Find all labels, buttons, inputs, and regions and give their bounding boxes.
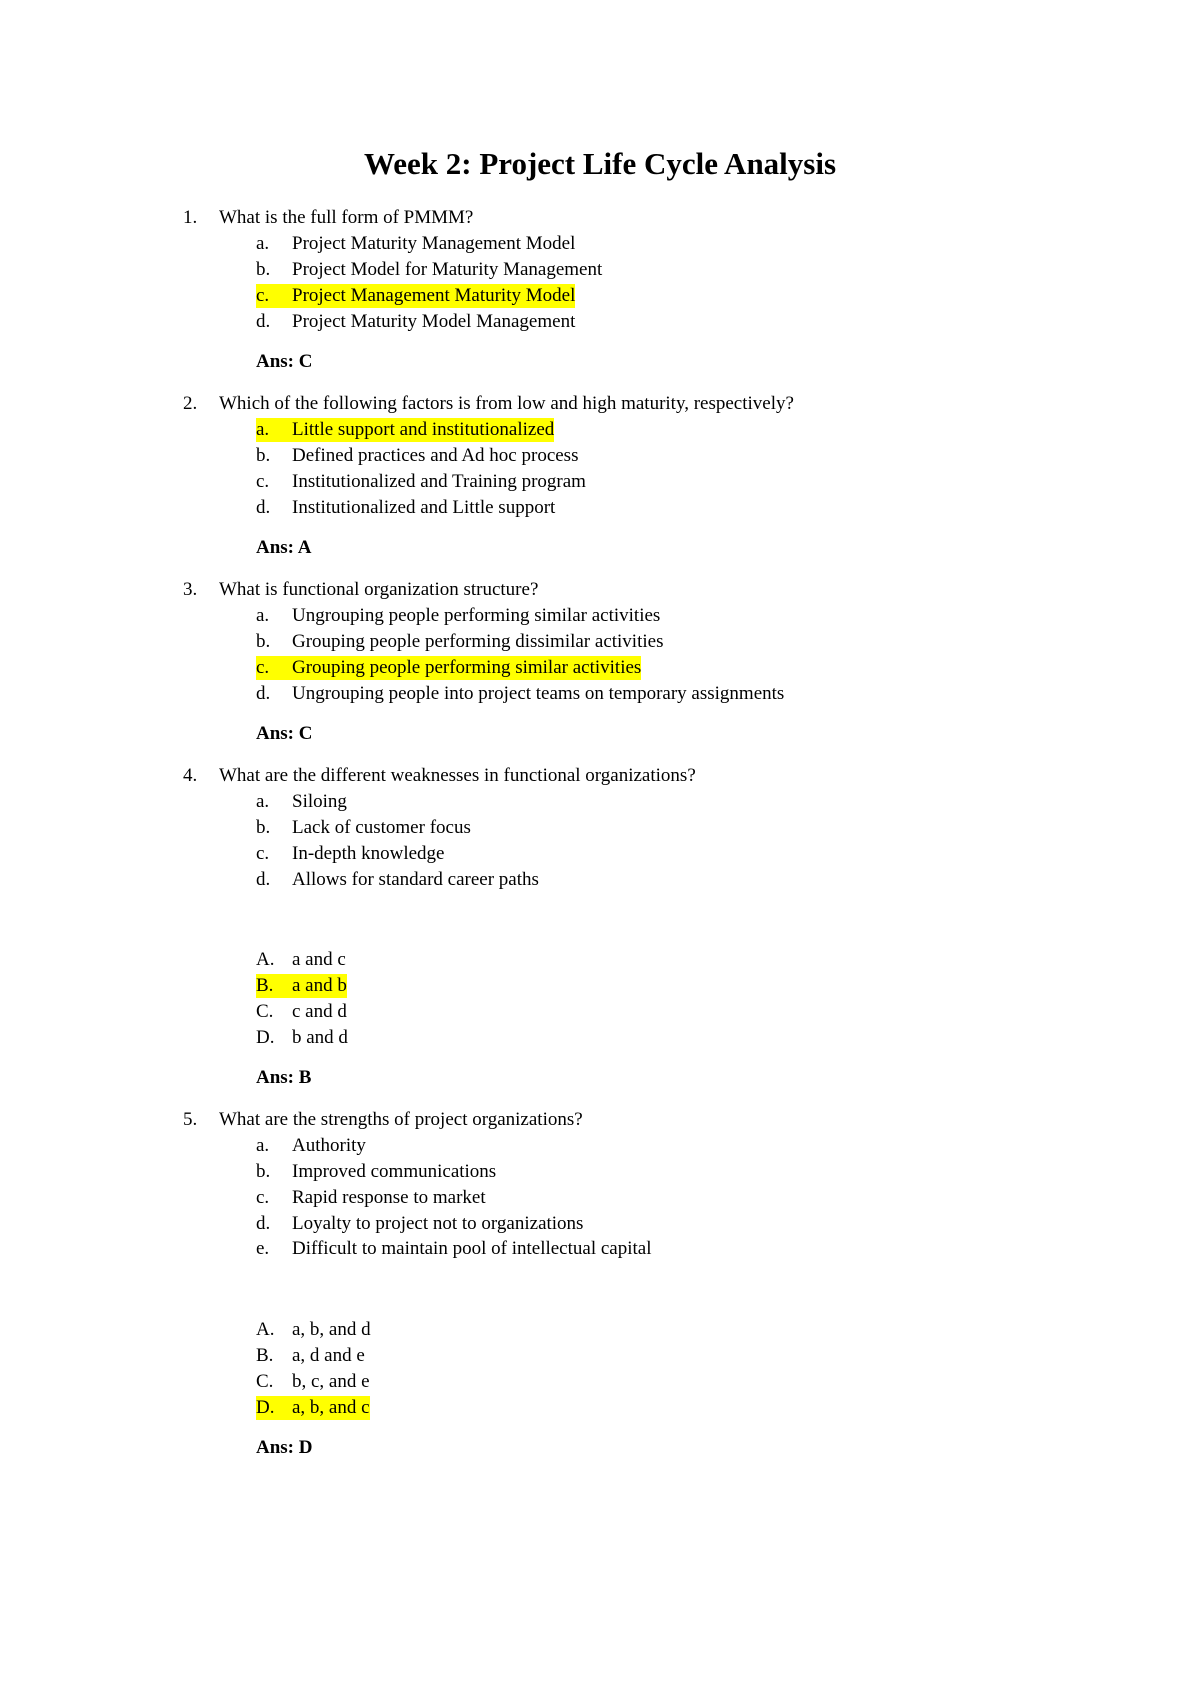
choice-item-text: a and c <box>292 949 346 970</box>
option-item-text: Ungrouping people into project teams on temporary assignments <box>292 683 785 704</box>
option-item-text: Project Model for Maturity Management <box>292 259 603 280</box>
option-item-letter: e. <box>256 1238 270 1259</box>
option-item-text: Rapid response to market <box>292 1187 486 1208</box>
question-number: 5. <box>183 1109 198 1130</box>
option-item-letter: c. <box>256 843 270 864</box>
option-item-letter: b. <box>256 259 271 280</box>
choice-item-letter: C. <box>256 1371 274 1392</box>
answer-label: Ans: C <box>256 723 313 744</box>
choice-item-text: b and d <box>292 1027 348 1048</box>
option-item-letter: a. <box>256 233 270 254</box>
option-item-text: Defined practices and Ad hoc process <box>292 445 579 466</box>
option-item-letter: d. <box>256 1213 271 1234</box>
choice-item-text: a, b, and c <box>292 1397 370 1418</box>
option-item-text: Improved communications <box>292 1161 497 1182</box>
choice-item-text: a, d and e <box>292 1345 365 1366</box>
question-text: What is the full form of PMMM? <box>219 207 474 228</box>
option-item-text: Difficult to maintain pool of intellectual capital <box>292 1238 652 1259</box>
option-item-letter: c. <box>256 285 270 306</box>
answer-label: Ans: A <box>256 537 312 558</box>
option-item-letter: d. <box>256 683 271 704</box>
option-item-text: Grouping people performing dissimilar activities <box>292 631 664 652</box>
page-title: Week 2: Project Life Cycle Analysis <box>363 146 837 181</box>
option-item-text: Institutionalized and Little support <box>292 497 556 518</box>
option-item-letter: b. <box>256 817 271 838</box>
question-text: What is functional organization structure? <box>219 579 539 600</box>
choice-item-text: a, b, and d <box>292 1319 371 1340</box>
option-item-text: Project Maturity Management Model <box>292 233 576 254</box>
choice-item-letter: D. <box>256 1397 275 1418</box>
option-item-text: Grouping people performing similar activities <box>292 657 642 678</box>
option-item-letter: c. <box>256 471 270 492</box>
option-item-text: Authority <box>292 1135 366 1156</box>
option-item-letter: b. <box>256 1161 271 1182</box>
question-text: What are the strengths of project organizations? <box>219 1109 583 1130</box>
question-text: Which of the following factors is from low and high maturity, respectively? <box>219 393 794 414</box>
choice-item-text: a and b <box>292 975 347 996</box>
option-item-text: Little support and institutionalized <box>292 419 555 440</box>
option-item-letter: d. <box>256 311 271 332</box>
option-item-letter: c. <box>256 1187 270 1208</box>
question-text: What are the different weaknesses in functional organizations? <box>219 765 696 786</box>
option-item-letter: b. <box>256 631 271 652</box>
choice-item-text: b, c, and e <box>292 1371 370 1392</box>
option-item-letter: a. <box>256 419 270 440</box>
question-number: 1. <box>183 207 198 228</box>
choice-item-letter: A. <box>256 1319 275 1340</box>
option-item-text: Siloing <box>292 791 347 812</box>
option-item-letter: d. <box>256 497 271 518</box>
option-item-letter: c. <box>256 657 270 678</box>
option-item-text: Loyalty to project not to organizations <box>292 1213 584 1234</box>
option-item-letter: b. <box>256 445 271 466</box>
option-item-text: In-depth knowledge <box>292 843 445 864</box>
choice-item-letter: B. <box>256 1345 274 1366</box>
choice-item-letter: B. <box>256 975 274 996</box>
choice-item-letter: C. <box>256 1001 274 1022</box>
option-item-text: Ungrouping people performing similar activities <box>292 605 661 626</box>
question-number: 3. <box>183 579 198 600</box>
choice-item-letter: D. <box>256 1027 275 1048</box>
option-item-text: Project Maturity Model Management <box>292 311 576 332</box>
option-item-text: Allows for standard career paths <box>292 869 539 890</box>
answer-label: Ans: C <box>256 351 313 372</box>
option-item-letter: a. <box>256 791 270 812</box>
choice-item-text: c and d <box>292 1001 347 1022</box>
choice-item-letter: A. <box>256 949 275 970</box>
option-item-letter: a. <box>256 1135 270 1156</box>
option-item-letter: d. <box>256 869 271 890</box>
option-item-text: Lack of customer focus <box>292 817 471 838</box>
question-number: 4. <box>183 765 198 786</box>
option-item-letter: a. <box>256 605 270 626</box>
option-item-text: Institutionalized and Training program <box>292 471 586 492</box>
answer-label: Ans: D <box>256 1437 313 1458</box>
answer-label: Ans: B <box>256 1067 312 1088</box>
question-number: 2. <box>183 393 198 414</box>
option-item-text: Project Management Maturity Model <box>292 285 576 306</box>
